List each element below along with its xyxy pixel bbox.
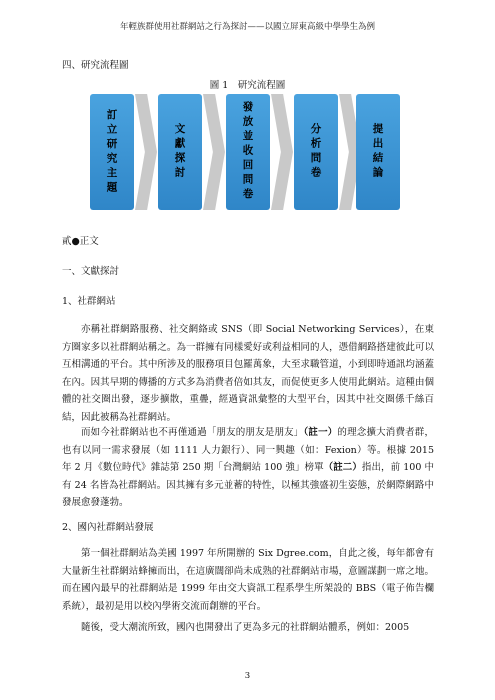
section-title-research-flow: 四、研究流程圖 [62,60,129,71]
flow-step-2-label: 文獻探討 [173,123,186,181]
paragraph-social-network-definition: 亦稱社群網路服務、社交網絡或 SNS（即 Social Networking Services），在東方圈家多以社群網站稱之。為一群擁有同樣愛好或利益相同的人，憑借網路搭建彼此可以互相溝通的平台。其中所涉及的服務項目包羅萬象，大至求職管道，小到即時通訊均涵蓋在內。因其早期的傳播的方式多為消費者倍如其友，而促使更多人使用此網站。這種由個體的社交圈出發，逐步擴散，重疊，經過資訊彙整的大型平台，因其中社交圈係千絲百結，因此被稱為社群網站。 [62,324,434,423]
flow-step-4 [294,94,338,210]
body-heading: 貳●正文 [62,236,99,247]
flow-arrow-3 [271,94,293,210]
paragraph-social-network-today [62,424,434,512]
paragraph-domestic-growth: 隨後，受大潮流所致，國內也開發出了更為多元的社群網站體系，例如：2005 [81,622,410,633]
domestic-development-heading: 2、國內社群網站發展 [62,522,154,533]
flow-step-3-label: 發放並收回問卷 [241,101,254,203]
research-flowchart [90,94,400,210]
flow-step-1 [90,94,134,210]
flow-step-4-label: 分析問卷 [309,123,322,181]
footnote-ref-1[interactable]: （註一） [303,427,338,438]
paragraph-text: 指出，前 100 中有 24 名皆為社群網站。因其擁有多元並蓄的特性，以極其強盛初生姿態，於網際網路中發展愈發蓬勃。 [62,462,434,508]
figure-caption: 圖 1 研究流程圖 [209,80,286,91]
footnote-ref-2[interactable]: （註二） [323,462,362,473]
paragraph-text: 的理念擴大消費者群，也有以同一需求發展（如 1111 人力銀行）、同一興趣（如：Fexion）等。根據 2015 年 2 月《數位時代》雜誌第 250 期「台灣網站 100 強」榜單 [62,427,434,473]
flow-step-3 [226,94,270,210]
paragraph-text: 而如今社群網站也不再僅通過「朋友的朋友是朋友」 [81,427,304,438]
flow-step-5-label: 提出結論 [371,123,384,181]
flow-step-2 [158,94,202,210]
running-header: 年輕族群使用社群網站之行為探討——以國立屏東高級中學學生為例 [119,22,375,32]
page-number: 3 [244,671,251,681]
flow-arrow-2 [203,94,225,210]
literature-review-heading: 一、文獻探討 [62,266,120,277]
flow-step-5 [356,94,400,210]
paragraph-domestic-history: 第一個社群網站為美國 1997 年所開辦的 Six Dgree.com，自此之後，每年都會有大量新生社群網站蜂擁而出，在這廣闊卻尚未成熟的社群網站市場，意圖謀劃一席之地。而在國內最早的社群網站是 1999 年由交大資訊工程系學生所架設的 BBS（電子佈告欄系統），最初是用以校內學術交流而創辦的平台。 [62,548,434,612]
flow-step-1-label: 訂立研究主題 [105,108,118,196]
flow-arrow-1 [135,94,157,210]
social-network-heading: 1、社群網站 [62,296,116,307]
